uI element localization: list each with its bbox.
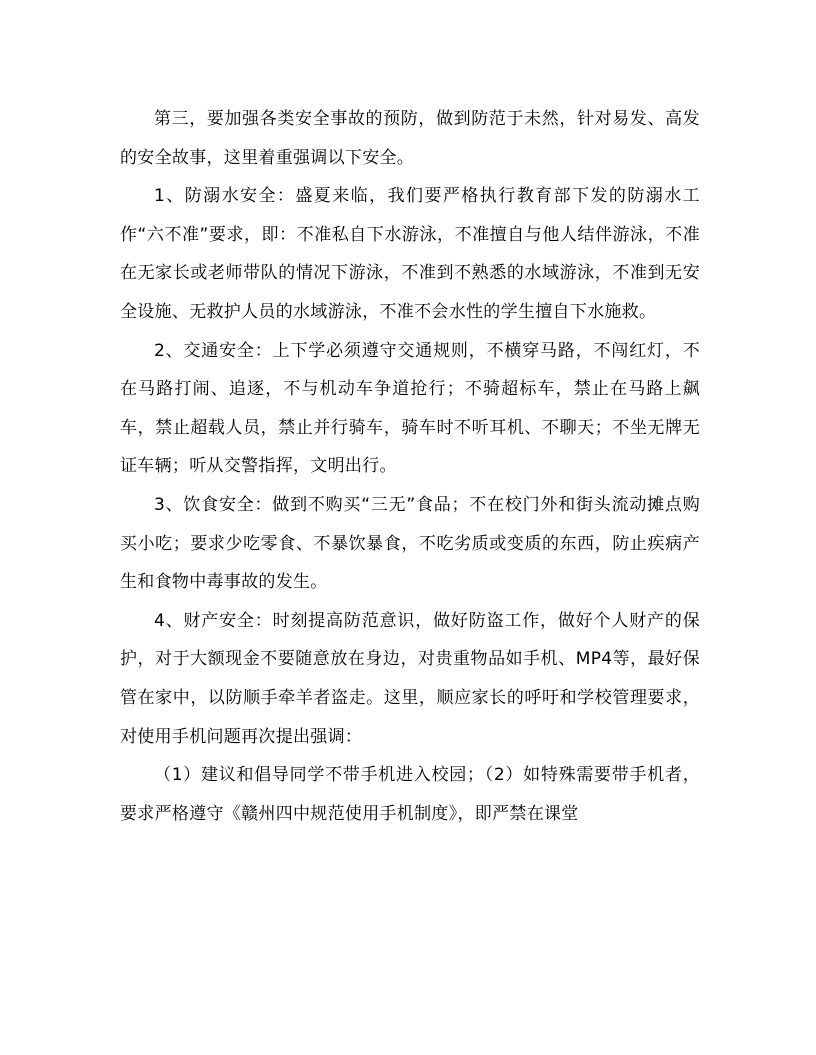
paragraph-drowning-safety: 1、防溺水安全：盛夏来临，我们要严格执行教育部下发的防溺水工作“六不准”要求，即：不准私自下水游泳，不准擅自与他人结伴游泳，不准在无家长或老师带队的情况下游泳，不准到不熟悉的水域游泳，不准到无安全设施、无救护人员的水域游泳，不准不会水性的学生擅自下水施救。 bbox=[120, 186, 700, 322]
paragraph-food-safety: 3、饮食安全：做到不购买“三无”食品；不在校门外和街头流动摊点购买小吃；要求少吃零食、不暴饮暴食，不吃劣质或变质的东西，防止疾病产生和食物中毒事故的发生。 bbox=[120, 494, 700, 593]
paragraph-traffic-safety: 2、交通安全：上下学必须遵守交通规则，不横穿马路，不闯红灯，不在马路打闹、追逐，不与机动车争道抢行；不骑超标车，禁止在马路上飙车，禁止超载人员，禁止并行骑车，骑车时不听耳机、不聊天；不坐无牌无证车辆；听从交警指挥，文明出行。 bbox=[120, 340, 700, 477]
paragraph-property-safety: 4、财产安全：时刻提高防范意识，做好防盗工作，做好个人财产的保护，对于大额现金不要随意放在身边，对贵重物品如手机、MP4等，最好保管在家中，以防顺手牵羊者盗走。这里，顺应家长的呼吁和学校管理要求， 对使用手机问题再次提出强调： bbox=[120, 610, 700, 747]
document-body bbox=[120, 100, 700, 833]
paragraph-phone-rules: （1）建议和倡导同学不带手机进入校园；（2）如特殊需要带手机者，要求严格遵守《赣州四中规范使用手机制度》，即严禁在课堂 bbox=[120, 765, 700, 824]
paragraph-intro: 第三，要加强各类安全事故的预防，做到防范于未然，针对易发、高发的安全故事，这里着重强调以下安全。 bbox=[120, 109, 700, 168]
